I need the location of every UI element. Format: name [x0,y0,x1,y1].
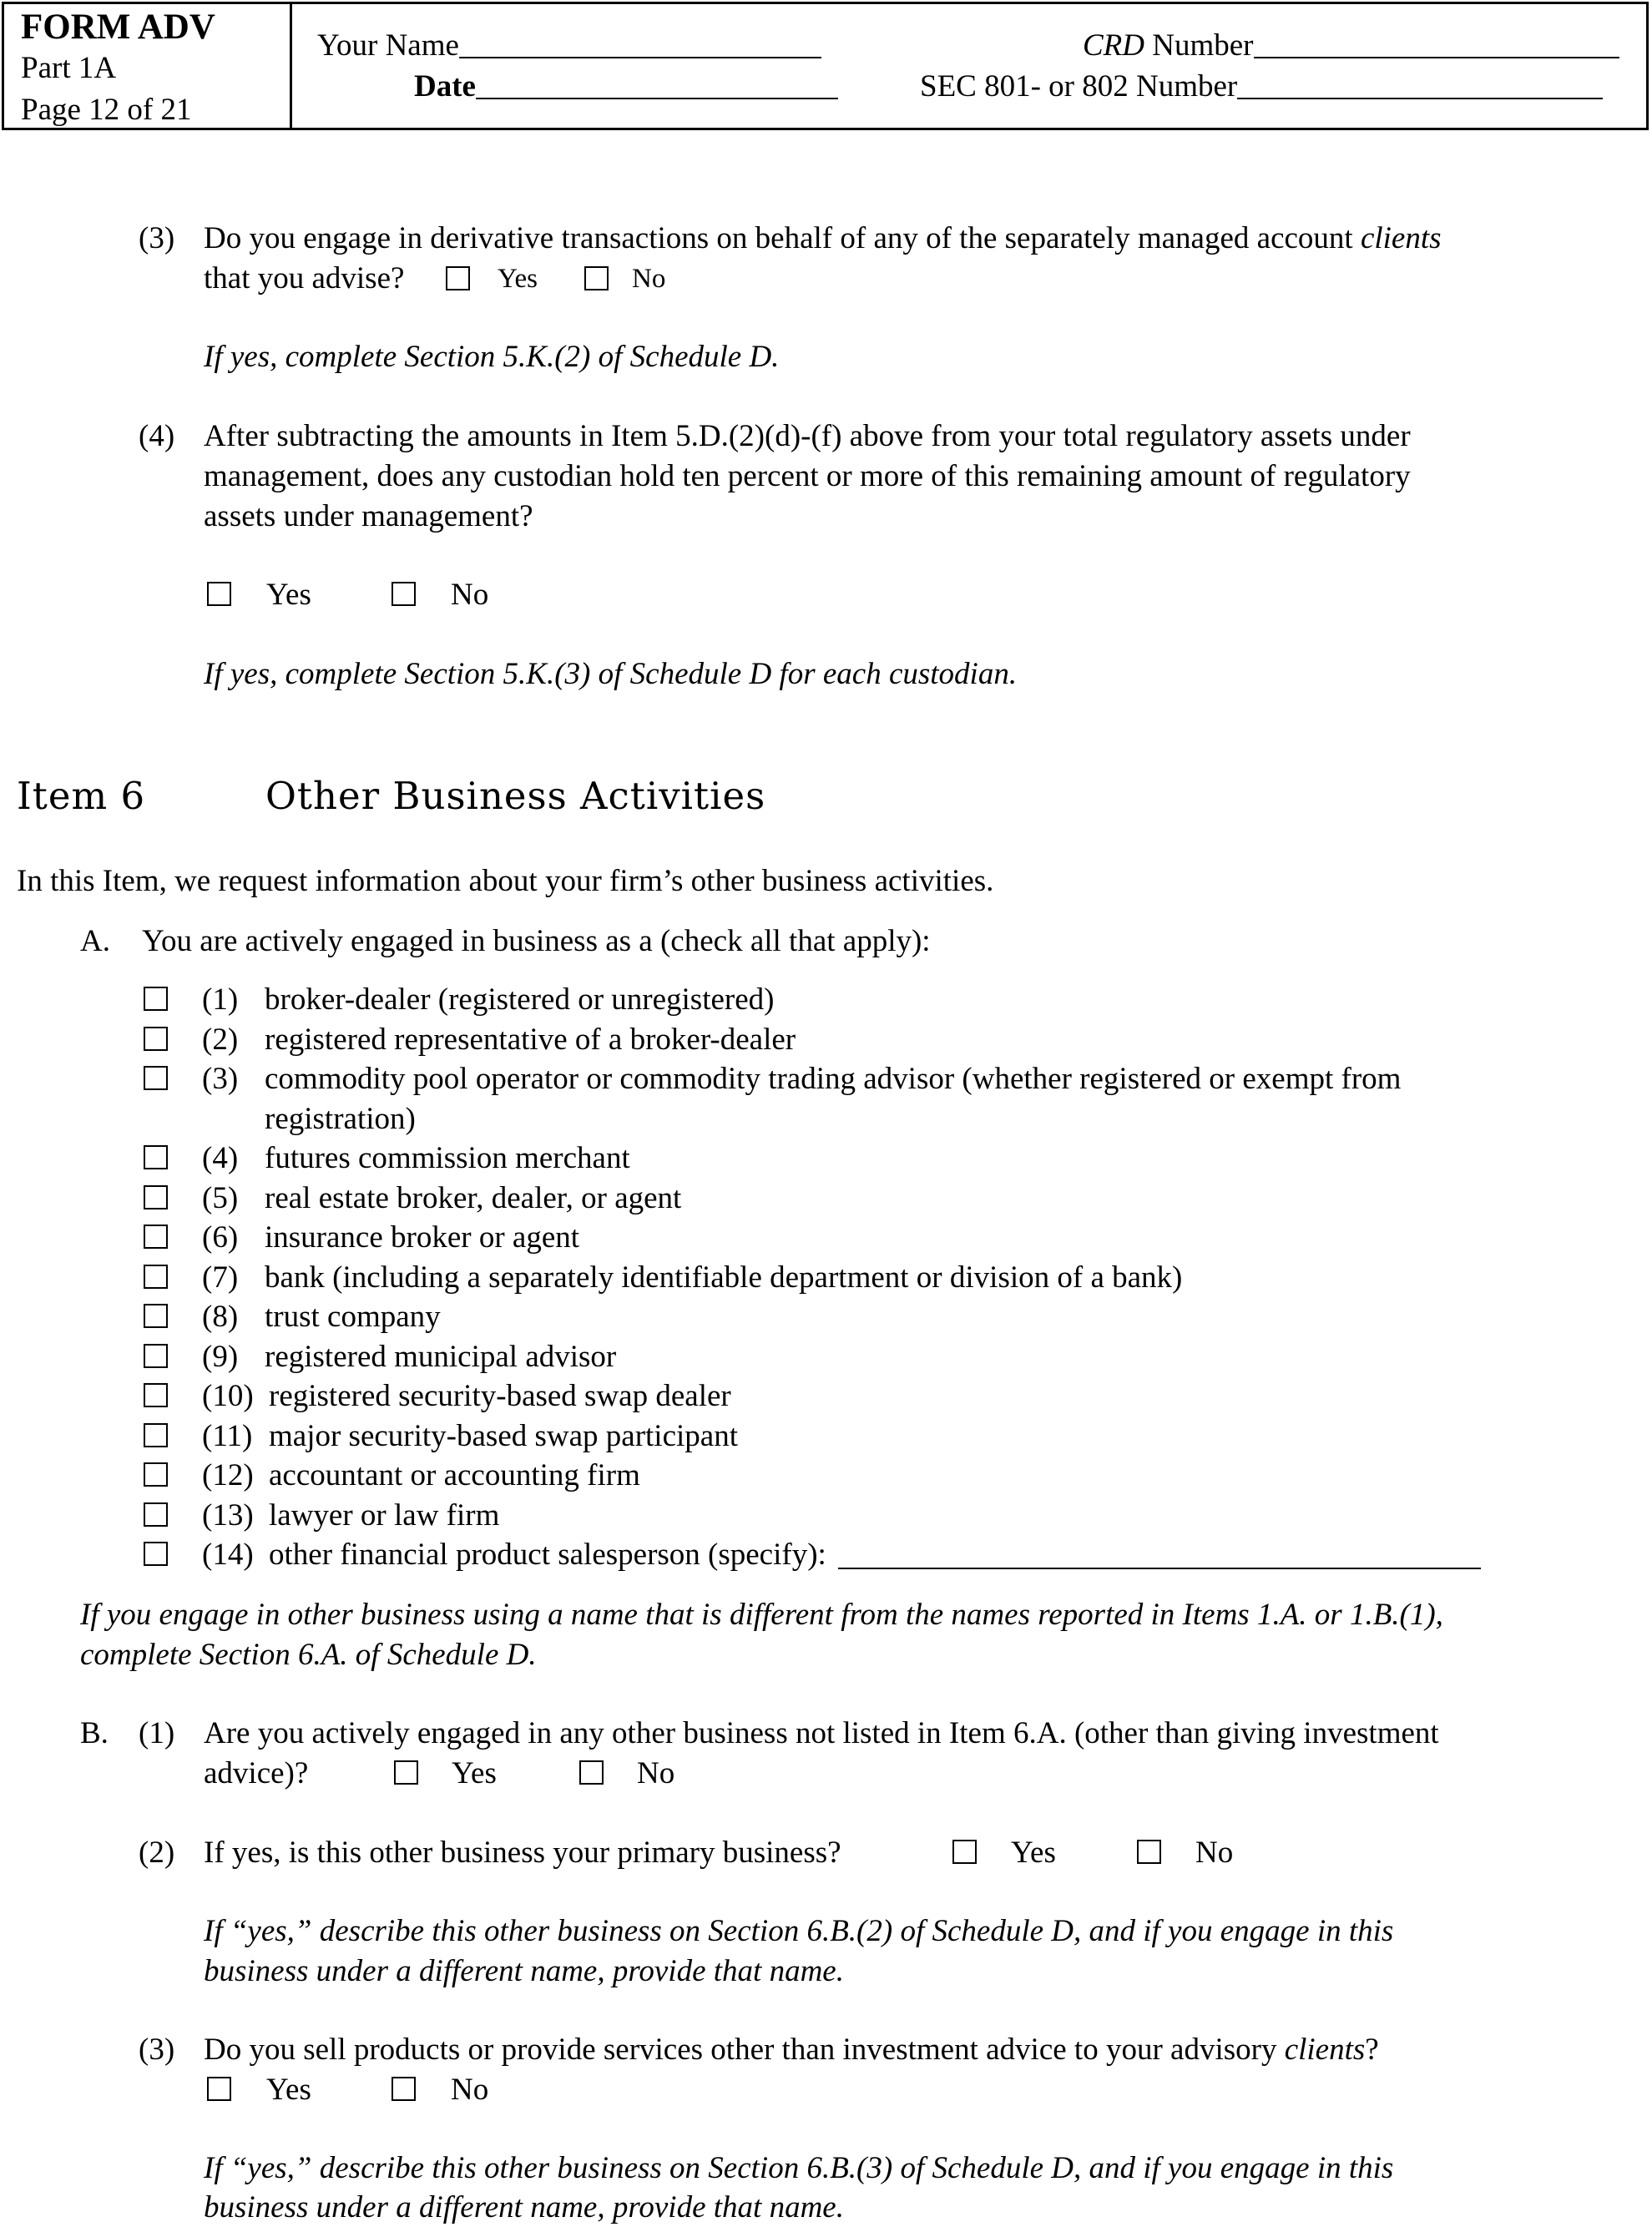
q5k4-question-line2: management, does any custodian hold ten percent or more of this remaining amount of regulatory [204,459,1411,493]
item6a-option-number: (5) [202,1180,239,1215]
item6a-option[interactable] [144,1416,738,1456]
item6a-option-number: (9) [202,1339,239,1374]
item6b3-yes-checkbox[interactable] [207,2077,231,2101]
item6a-option-number: (8) [202,1300,239,1334]
item6a-option-checkbox[interactable] [144,1265,168,1289]
item6a-instruction-line2: complete Section 6.A. of Schedule D. [80,1638,537,1672]
item6b1-question-line1: Are you actively engaged in any other business not listed in Item 6.A. (other than giving investment [204,1716,1439,1750]
item6b3-yes-option[interactable] [207,2070,311,2109]
item6a-option-number: (6) [202,1220,239,1255]
item6a-option[interactable] [144,1337,616,1376]
item6b1-no-option[interactable] [579,1754,674,1793]
item6a-option-label-continued: registration) [265,1101,416,1136]
item6a-option-checkbox[interactable] [144,987,168,1011]
item6b3-yes-label: Yes [266,2073,311,2107]
q5k4-instruction: If yes, complete Section 5.K.(3) of Schedule D for each custodian. [204,657,1018,691]
q5k3-yes-checkbox[interactable] [446,266,470,290]
item6b2-instruction-line2: business under a different name, provide that name. [204,1954,844,1988]
form-identification [4,4,292,128]
q5k4-number: (4) [139,419,175,453]
item6b2-instruction-line1: If “yes,” describe this other business on Section 6.B.(2) of Schedule D, and if you engage in this [204,1914,1394,1948]
item6a-option-label: major security-based swap participant [269,1418,738,1453]
item6a-option-label: lawyer or law firm [269,1497,500,1533]
item6b3-number: (3) [139,2033,175,2067]
item6a-option-checkbox[interactable] [144,1383,168,1407]
date-input[interactable] [476,69,838,99]
item6a-option[interactable] [144,1456,640,1495]
item6a-option-checkbox[interactable] [144,1502,168,1527]
item6b2-no-label: No [1195,1836,1234,1870]
item6a-option-checkbox[interactable] [144,1304,168,1328]
item6a-specify-input[interactable] [838,1538,1481,1569]
item6a-option-checkbox[interactable] [144,1027,168,1051]
item6b3-question-line1 [204,2030,1379,2069]
q5k3-question-line1 [204,219,1442,258]
item6a-instruction-line1: If you engage in other business using a name that is different from the names reported in Items 1.A. or 1.B.(1), [80,1598,1443,1632]
item6a-option-label: trust company [265,1300,441,1334]
item6a-option[interactable] [144,1179,681,1218]
item6a-option-label: commodity pool operator or commodity trading advisor (whether registered or exempt from [265,1062,1402,1096]
item6a-option[interactable] [144,1376,731,1416]
q5k4-question-line3: assets under management? [204,499,533,533]
form-title: FORM ADV [21,8,215,47]
item6b1-no-checkbox[interactable] [579,1760,604,1785]
item6a-option[interactable] [144,1218,579,1257]
q5k4-question-line1: After subtracting the amounts in Item 5.D.(2)(d)-(f) above from your total regulatory assets under [204,419,1411,453]
item6b3-no-label: No [451,2073,489,2107]
item6b3-clients-term: clients [1284,2033,1366,2067]
q5k4-yes-checkbox[interactable] [207,582,231,606]
item6a-option-label: registered representative of a broker-dealer [265,1022,796,1057]
item6b3-instruction-line1: If “yes,” describe this other business on Section 6.B.(3) of Schedule D, and if you engage in this [204,2151,1394,2185]
item6a-option[interactable] [144,1297,441,1336]
item6a-option[interactable] [144,1139,630,1178]
date-field [414,67,838,106]
item6-intro: In this Item, we request information about your firm’s other business activities. [17,864,994,898]
item6a-question: You are actively engaged in business as a (check all that apply): [142,924,931,958]
item6a-option-label: accountant or accounting firm [269,1458,640,1492]
item6a-option-checkbox[interactable] [144,1145,168,1169]
q5k3-yes-option[interactable] [446,260,538,299]
item6-label: Item 6 [17,774,146,818]
item6a-option-label: futures commission merchant [265,1141,630,1175]
item6a-option-label: registered security-based swap dealer [269,1379,731,1413]
item6a-letter: A. [80,924,110,958]
item6a-option-number: (2) [202,1022,239,1057]
date-label: Date [414,69,476,104]
your-name-label: Your Name [317,28,459,63]
item6a-option-checkbox[interactable] [144,1423,168,1447]
item6b3-no-checkbox[interactable] [392,2077,416,2101]
crd-number-input[interactable] [1254,28,1619,58]
item6a-option-number: (12) [202,1458,254,1492]
item6a-option-label: real estate broker, dealer, or agent [265,1180,682,1215]
item6b-letter: B. [80,1716,109,1750]
item6a-option-label: other financial product salesperson (specify): [269,1538,826,1572]
item6b1-yes-option[interactable] [394,1754,497,1793]
your-name-field [317,26,821,65]
item6a-option-number: (4) [202,1141,239,1175]
crd-number-field [1083,26,1619,65]
crd-label: CRD [1083,28,1144,63]
item6a-option-number: (7) [202,1260,239,1295]
item6a-option[interactable] [144,1020,796,1059]
q5k4-yes-option[interactable] [207,575,311,614]
item6a-option-number: (10) [202,1379,254,1413]
q5k3-text: Do you engage in derivative transactions on behalf of any of the separately managed account [204,221,1361,255]
q5k4-no-checkbox[interactable] [392,582,416,606]
item6a-option-number: (13) [202,1497,254,1533]
item6a-option-number: (11) [202,1418,253,1453]
item6b1-yes-checkbox[interactable] [394,1760,418,1785]
sec-number-input[interactable] [1237,69,1603,99]
item6b3-no-option[interactable] [392,2070,488,2109]
q5k4-yes-label: Yes [266,578,311,612]
item6a-option-number: (1) [202,982,239,1017]
item6a-option-checkbox[interactable] [144,1344,168,1368]
item6a-option-label: registered municipal advisor [265,1339,617,1374]
form-header [2,2,1649,130]
item6a-option-label: bank (including a separately identifiable department or division of a bank) [265,1260,1183,1295]
q5k3-yes-label: Yes [498,264,538,294]
item6a-option[interactable] [144,1258,1182,1297]
item6a-option-checkbox[interactable] [144,1066,168,1090]
q5k3-number: (3) [139,221,175,255]
item6a-option[interactable] [144,1496,499,1535]
sec-number-label: SEC 801- or 802 Number [920,69,1238,104]
q5k3-no-label: No [632,264,666,294]
item6-title: Other Business Activities [265,774,766,818]
item6b1-question-line2: advice)? [204,1756,309,1790]
item6b1-number: (1) [139,1716,175,1750]
q5k3-no-checkbox[interactable] [584,266,609,290]
your-name-input[interactable] [459,28,821,58]
item6a-option-number: (14) [202,1538,254,1572]
item6b3-instruction-line2: business under a different name, provide that name. [204,2190,844,2224]
item6b3-question-mark: ? [1365,2033,1379,2067]
item6a-option[interactable] [144,1535,1481,1574]
item6b2-question: If yes, is this other business your primary business? [204,1836,841,1870]
item6a-option-label: broker-dealer (registered or unregistered) [265,982,775,1017]
item6b1-yes-label: Yes [452,1756,497,1790]
q5k3-question-line2: that you advise? [204,261,405,295]
item6a-option-checkbox[interactable] [144,1225,168,1249]
item6b1-no-label: No [637,1756,675,1790]
item6a-option-number: (3) [202,1062,239,1096]
item6a-option-checkbox[interactable] [144,1462,168,1487]
item6b2-no-option[interactable] [1137,1833,1233,1872]
q5k3-instruction: If yes, complete Section 5.K.(2) of Schedule D. [204,340,780,374]
q5k4-no-label: No [451,578,489,612]
item6b2-yes-option[interactable] [952,1833,1056,1872]
q5k3-clients-term: clients [1360,221,1442,255]
sec-number-field [920,67,1603,106]
q5k4-no-option[interactable] [392,575,488,614]
item6a-option-checkbox[interactable] [144,1542,168,1566]
item6b2-yes-label: Yes [1011,1836,1056,1870]
item6a-option[interactable] [144,980,774,1019]
page-number: Page 12 of 21 [21,93,192,127]
item6b3-text: Do you sell products or provide services other than investment advice to your advisory [204,2033,1285,2067]
item6a-option[interactable] [144,1059,1401,1098]
item6b2-number: (2) [139,1836,175,1870]
q5k3-no-option[interactable] [584,260,665,299]
form-part: Part 1A [21,51,117,85]
item6b2-no-checkbox[interactable] [1137,1840,1161,1864]
item6a-option-checkbox[interactable] [144,1185,168,1209]
item6b2-yes-checkbox[interactable] [952,1840,977,1864]
crd-label-rest: Number [1144,28,1254,63]
item6a-option-label: insurance broker or agent [265,1220,580,1255]
